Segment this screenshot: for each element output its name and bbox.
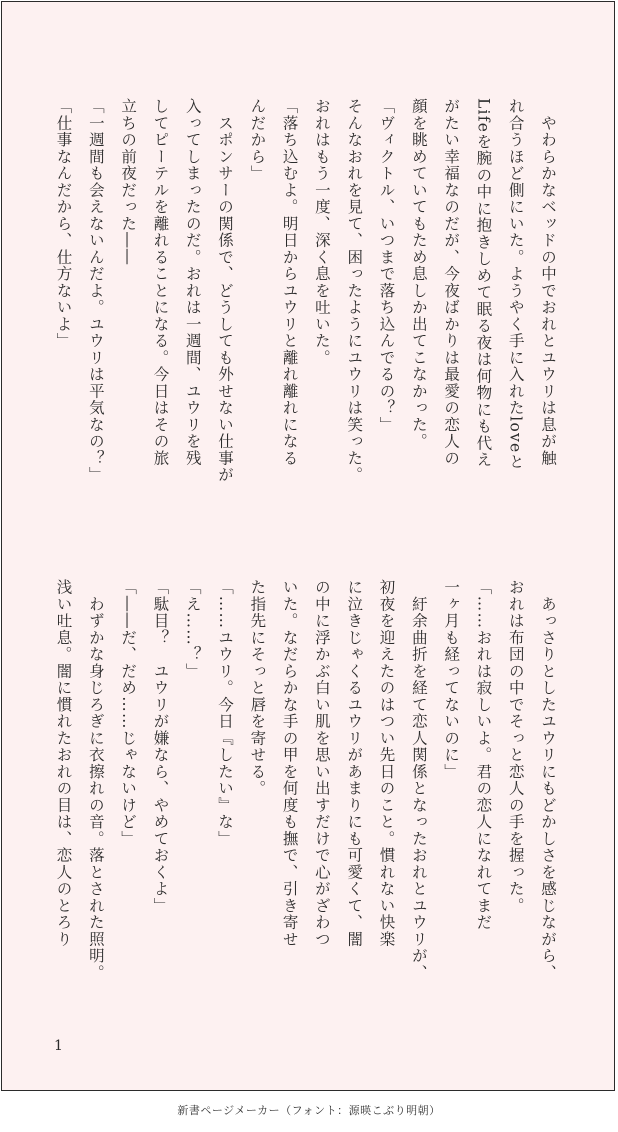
text-line: あっさりとしたユウリにもどかしさを感じながら、 bbox=[539, 579, 557, 981]
text-line: 「……おれは寂しいよ。君の恋人になれてまだ bbox=[474, 579, 493, 931]
text-line: 「――だ、だめ……じゃないけど」 bbox=[119, 579, 138, 847]
text-line: いた。なだらかな手の甲を何度も撫で、引き寄せ bbox=[280, 579, 299, 948]
text-line: おれはもう一度、深く息を吐いた。 bbox=[312, 98, 331, 366]
text-line: そんなおれを見て、困ったようにユウリは笑った。 bbox=[345, 98, 364, 484]
text-line: わずかな身じろぎに衣擦れの音。落とされた照明。 bbox=[86, 579, 105, 981]
text-line: 立ちの前夜だった―― bbox=[119, 98, 138, 266]
top-text-block bbox=[47, 98, 564, 543]
text-line: スポンサーの関係で、どうしても外せない仕事が bbox=[216, 98, 235, 484]
footer-credit: 新書ページメーカー（フォント：源暎こぶり明朝） bbox=[177, 1104, 441, 1117]
bottom-text-block bbox=[47, 579, 564, 1024]
text-line: 「……ユウリ。今日『したい』な」 bbox=[216, 579, 235, 847]
text-line: やわらかなベッドの中でおれとユウリは息が触 bbox=[539, 98, 557, 467]
text-line: 入ってしまったのだ。おれは一週間、ユウリを残 bbox=[183, 98, 202, 467]
text-line: れ合うほど側にいた。ようやく手に入れたloveと bbox=[506, 98, 525, 471]
text-line: た指先にそっと唇を寄せる。 bbox=[248, 579, 267, 797]
text-line: 「落ち込むよ。明日からユウリと離れ離れになる bbox=[280, 98, 299, 467]
text-line: Lifeを腕の中に抱きしめて眠る夜は何物にも代え bbox=[474, 98, 493, 469]
text-line: 「駄目？ ユウリが嫌なら、やめておくよ」 bbox=[151, 579, 170, 914]
text-line: 「仕事なんだから、仕方ないよ」 bbox=[54, 98, 73, 350]
book-page bbox=[1, 1, 615, 1091]
text-line: がたい幸福なのだが、今夜ばかりは最愛の恋人の bbox=[442, 98, 461, 467]
text-line: 「え……？」 bbox=[183, 579, 202, 680]
page-number: 1 bbox=[54, 1038, 63, 1054]
text-line: 初夜を迎えたのはつい先日のこと。慣れない快楽 bbox=[377, 579, 396, 948]
text-line: 浅い吐息。闇に慣れたおれの目は、恋人のとろり bbox=[54, 579, 73, 948]
text-line: 「一週間も会えないんだよ。ユウリは平気なの？」 bbox=[86, 98, 105, 484]
text-line: に泣きじゃくるユウリがあまりにも可愛くて、闇 bbox=[345, 579, 364, 948]
text-line: 顔を眺めていてもため息しか出てこなかった。 bbox=[409, 98, 428, 450]
text-line: んだから」 bbox=[248, 98, 267, 182]
text-line: おれは布団の中でそっと恋人の手を握った。 bbox=[506, 579, 525, 914]
text-line: の中に浮かぶ白い肌を思い出すだけで心がざわつ bbox=[312, 579, 331, 948]
text-line: 「ヴィクトル、いつまで落ち込んでるの？」 bbox=[377, 98, 396, 433]
text-line: 一ヶ月も経ってないのに」 bbox=[442, 579, 461, 780]
text-line: してピーテルを離れることになる。今日はその旅 bbox=[151, 98, 170, 467]
text-line: 紆余曲折を経て恋人関係となったおれとユウリが、 bbox=[409, 579, 428, 981]
